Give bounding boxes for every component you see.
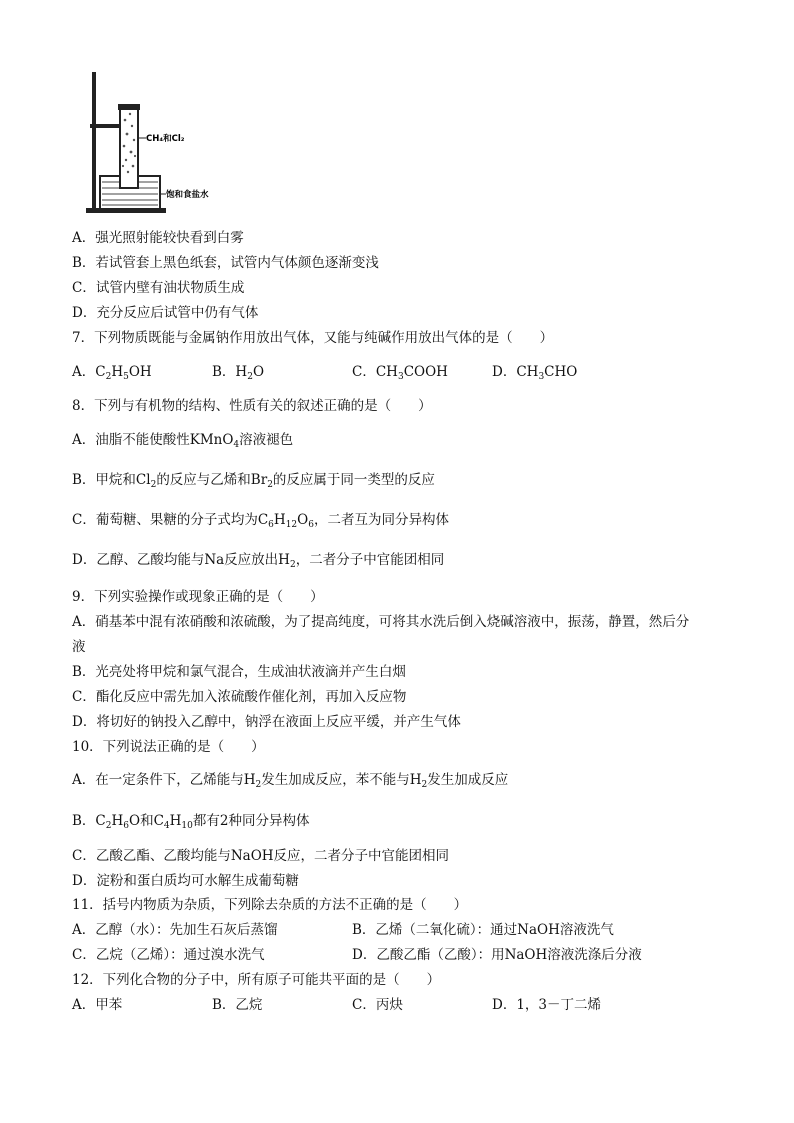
- q12-stem: 12．下列化合物的分子中，所有原子可能共平面的是（ ）: [72, 972, 441, 988]
- q11-stem: 11．括号内物质为杂质，下列除去杂质的方法不正确的是（ ）: [72, 897, 468, 913]
- q11-option-d: D．乙酸乙酯（乙酸）：用NaOH溶液洗涤后分液: [352, 947, 642, 963]
- q6-option-a: A．强光照射能较快看到白雾: [72, 230, 244, 246]
- test-tube: [120, 106, 138, 188]
- q11-option-b: B．乙烯（二氧化硫）：通过NaOH溶液洗气: [352, 922, 614, 938]
- q9-option-b: B．光亮处将甲烷和氯气混合，生成油状液滴并产生白烟: [72, 664, 406, 680]
- gas-label: CH₄和Cl₂: [146, 134, 185, 144]
- q10-option-c: C．乙酸乙酯、乙酸均能与NaOH反应，二者分子中官能团相同: [72, 848, 450, 864]
- q9-option-d: D．将切好的钠投入乙醇中，钠浮在液面上反应平缓，并产生气体: [72, 714, 461, 730]
- apparatus-figure: [84, 68, 256, 216]
- stand-rod: [92, 72, 96, 210]
- q10-option-b: B．$C_2H_6O$和$C_4H_{10}$都有2种同分异构体: [72, 813, 310, 831]
- q6-option-d: D．充分反应后试管中仍有气体: [72, 305, 259, 321]
- q8-stem: 8．下列与有机物的结构、性质有关的叙述正确的是（ ）: [72, 398, 432, 414]
- q7-stem: 7．下列物质既能与金属钠作用放出气体，又能与纯碱作用放出气体的是（ ）: [72, 330, 554, 346]
- q7-option-a: A．$C_2H_5OH$: [72, 364, 152, 382]
- q11-option-a: A．乙醇（水）：先加生石灰后蒸馏: [72, 922, 278, 938]
- q7-option-c: C．$CH_3COOH$: [352, 364, 448, 382]
- q12-option-b: B．乙烷: [212, 997, 263, 1013]
- q8-option-c: C．葡萄糖、果糖的分子式均为$C_6H_{12}O_6$，二者互为同分异构体: [72, 512, 449, 530]
- q9-stem: 9．下列实验操作或现象正确的是（ ）: [72, 589, 324, 605]
- q8-option-d: D．乙醇、乙酸均能与Na反应放出$H_2$，二者分子中官能团相同: [72, 552, 445, 570]
- q10-option-d: D．淀粉和蛋白质均可水解生成葡萄糖: [72, 873, 299, 889]
- q7-option-b: B．$H_2O$: [212, 364, 265, 382]
- q8-option-a: A．油脂不能使酸性KMnO$_4$溶液褪色: [72, 432, 294, 450]
- q10-option-a: A．在一定条件下，乙烯能与$H_2$发生加成反应，苯不能与$H_2$发生加成反应: [72, 772, 509, 790]
- q12-option-d: D．1，3－丁二烯: [492, 997, 602, 1013]
- liquid-label: 饱和食盐水: [166, 190, 209, 200]
- q6-option-b: B．若试管套上黑色纸套，试管内气体颜色逐渐变浅: [72, 255, 379, 271]
- q7-option-d: D．$CH_3CHO$: [492, 364, 578, 382]
- q9-option-a-line1: A．硝基苯中混有浓硝酸和浓硫酸，为了提高纯度，可将其水洗后倒入烧碱溶液中，振荡，静置，然后分: [72, 614, 690, 630]
- q12-option-a: A．甲苯: [72, 997, 123, 1013]
- q10-stem: 10．下列说法正确的是（ ）: [72, 739, 265, 755]
- q6-option-c: C．试管内壁有油状物质生成: [72, 280, 245, 296]
- q12-option-c: C．丙炔: [352, 997, 403, 1013]
- q11-option-c: C．乙烷（乙烯）：通过溴水洗气: [72, 947, 265, 963]
- q8-option-b: B．甲烷和$Cl_2$的反应与乙烯和$Br_2$的反应属于同一类型的反应: [72, 472, 435, 490]
- q9-option-c: C．酯化反应中需先加入浓硫酸作催化剂，再加入反应物: [72, 689, 407, 705]
- q9-option-a-line2: 液: [72, 639, 86, 655]
